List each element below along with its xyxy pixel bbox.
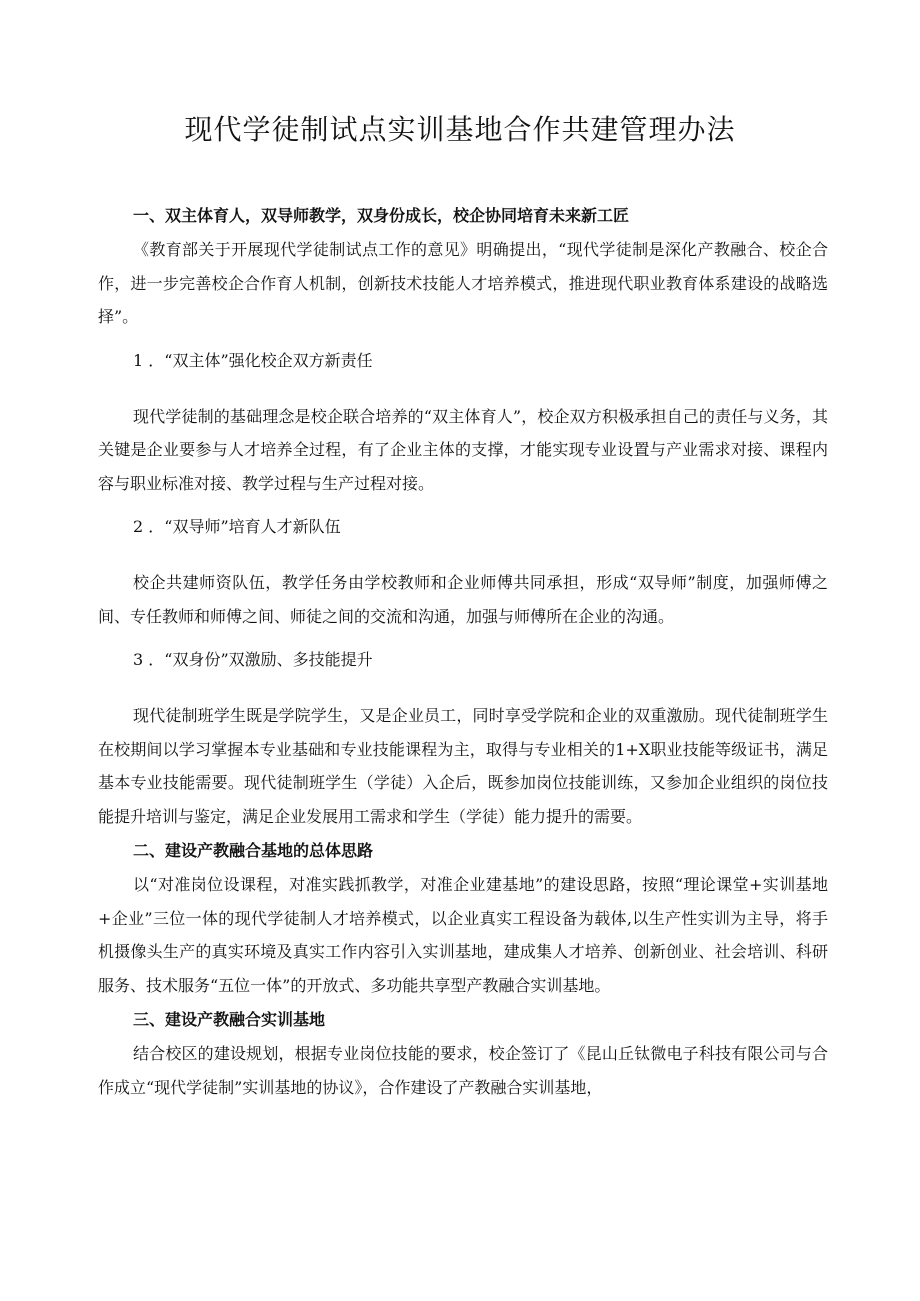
- section-heading: 二、建设产教融合基地的总体思路: [133, 841, 374, 860]
- section-paragraph: 现代学徒制的基础理念是校企联合培养的“双主体育人”，校企双方积极承担自己的责任与义务，其关键是企业要参与人才培养全过程，有了企业主体的支撑，才能实现专业设置与产业需求对接、课程内容与职业标准对接、教学过程与生产过程对接。: [98, 406, 828, 493]
- document-title: 现代学徒制试点实训基地合作共建管理办法: [184, 113, 736, 146]
- section-paragraph: 《教育部关于开展现代学徒制试点工作的意见》明确提出，“现代学徒制是深化产教融合、校企合作，进一步完善校企合作育人机制，创新技术技能人才培养模式，推进现代职业教育体系建设的战略选择”。: [98, 240, 828, 326]
- subsection-heading: 3 ．“双身份”双激励、多技能提升: [133, 650, 373, 669]
- section-paragraph: 校企共建师资队伍，教学任务由学校教师和企业师傅共同承担，形成“双导师”制度，加强师傅之间、专任教师和师傅之间、师徒之间的交流和沟通，加强与师傅所在企业的沟通。: [98, 573, 828, 626]
- section-paragraph: 结合校区的建设规划，根据专业岗位技能的要求，校企签订了《昆山丘钛微电子科技有限公司与合作成立“现代学徒制”实训基地的协议》，合作建设了产教融合实训基地，: [98, 1044, 828, 1097]
- section-heading: 三、建设产教融合实训基地: [133, 1010, 326, 1029]
- section-paragraph: 以“对准岗位设课程，对准实践抓教学，对准企业建基地”的建设思路，按照“理论课堂+实训基地+企业”三位一体的现代学徒制人才培养模式，以企业真实工程设备为载体,以生产性实训为主导，将手机摄像头生产的真实环境及真实工作内容引入实训基地，建成集人才培养、创新创业、社会培训、科研服务、技术服务“五位一体”的开放式、多功能共享型产教融合实训基地。: [98, 875, 828, 995]
- subsection-heading: 2 ．“双导师”培育人才新队伍: [133, 517, 341, 536]
- section-heading: 一、双主体育人，双导师教学，双身份成长，校企协同培育未来新工匠: [133, 206, 630, 225]
- section-paragraph: 现代徒制班学生既是学院学生，又是企业员工，同时享受学院和企业的双重激励。现代徒制班学生在校期间以学习掌握本专业基础和专业技能课程为主，取得与专业相关的1+X职业技能等级证书，满足基本专业技能需要。现代徒制班学生（学徒）入企后，既参加岗位技能训练，又参加企业组织的岗位技能提升培训与鉴定，满足企业发展用工需求和学生（学徒）能力提升的需要。: [98, 706, 828, 826]
- subsection-heading: 1 ．“双主体”强化校企双方新责任: [133, 350, 373, 370]
- document-body: [98, 204, 828, 1104]
